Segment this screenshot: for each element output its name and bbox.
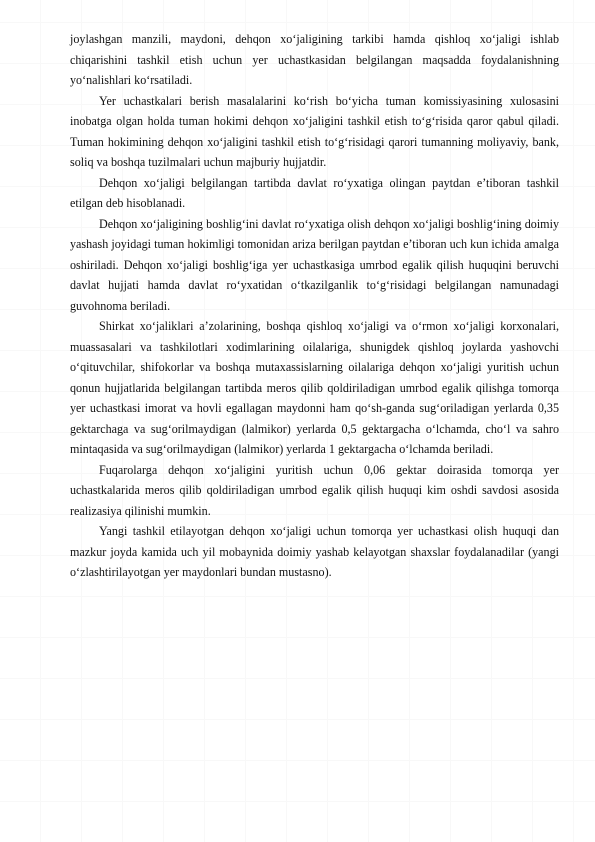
document-page — [70, 29, 559, 583]
paragraph-registration: Dehqon xo‘jaligi belgilangan tartibda davlat ro‘yxatiga olingan paytdan e’tiboran tashkil etilgan deb hisoblanadi. — [70, 175, 559, 210]
paragraph-district-commission: Yer uchastkalari berish masalalarini ko‘rish bo‘yicha tuman komissiyasining xulosasini inobatga olgan holda tuman hokimi dehqon xo‘jaligini tashkil etish to‘g‘risida qaror qabul qiladi. Tuman hokimining dehqon xo‘jaligini tashkil etish to‘g‘risidagi qarori tumanning moliyaviy, bank, soliq va boshqa tuzilmalari uchun majburiy hujjatdir. — [70, 93, 559, 169]
paragraph-head-registration: Dehqon xo‘jaligining boshlig‘ini davlat ro‘yxatiga olish dehqon xo‘jaligi boshlig‘ining doimiy yashash joyidagi tuman hokimligi tomonidan ariza berilgan paytdan e’tiboran uch kun ichida amalga oshiriladi. Dehqon xo‘jaligi boshlig‘iga yer uchastkasiga umrbod egalik qilish huquqini beruvchi davlat hujjati hamda davlat ro‘yxatidan o‘tkazilganlik to‘g‘risidagi belgilangan namunadagi guvohnoma beriladi. — [70, 216, 559, 313]
paragraph-auction: Fuqarolarga dehqon xo‘jaligini yuritish uchun 0,06 gektar doirasida tomorqa yer uchastkalarida meros qilib qoldiriladigan umrbod egalik qilish huquqi kim oshdi savdosi asosida realizasiya qilinishi mumkin. — [70, 462, 559, 518]
paragraph-new-farm: Yangi tashkil etilayotgan dehqon xo‘jaligi uchun tomorqa yer uchastkasi olish huquqi dan mazkur joyda kamida uch yil mobaynida doimiy yashab kelayotgan shaxslar foydalanadilar (yangi o‘zlashtirilayotgan yer maydonlari bundan mustasno). — [70, 524, 559, 579]
paragraph-continuation: joylashgan manzili, maydoni, dehqon xo‘jaligining tarkibi hamda qishloq xo‘jaligi ishlab chiqarishini tashkil etish uchun yer uchastkasidan belgilangan maqsadda foydalanishning yo‘nalishlari ko‘rsatiladi. — [70, 32, 559, 87]
paragraph-land-allocation: Shirkat xo‘jaliklari a’zolarining, boshqa qishloq xo‘jaligi va o‘rmon xo‘jaligi korxonalari, muassasalari va tashkilotlari xodimlarining oilalariga, shunigdek qishloq joylarda yashovchi o‘qituvchilar, shifokorlar va boshqa mutaxassislarning oilalariga dehqon xo‘jaligi yuritish uchun qonun hujjatlarida belgilangan tartibda meros qilib qoldiriladigan umrbod egalik qilishga tomorqa yer uchastkasi imorat va hovli egallagan maydonni ham qo‘sh-ganda sug‘oriladigan yerlarda 0,35 gektarchaga va sug‘orilmaydigan (lalmikor) yerlarda 0,5 gektargacha o‘lchamda, cho‘l va sahro mintaqasida va sug‘orilmaydigan (lalmikor) yerlarda 1 gektargacha o‘lchamda beriladi. — [70, 319, 559, 456]
